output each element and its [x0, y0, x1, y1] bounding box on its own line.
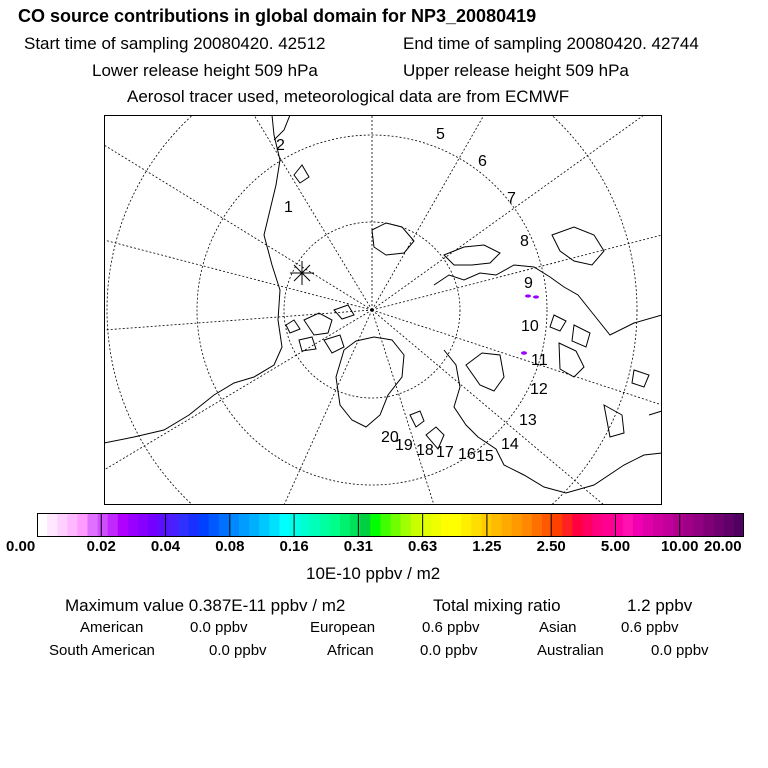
colorbar-swatch	[98, 513, 109, 537]
colorbar-swatch	[694, 513, 705, 537]
concentration-hotspot	[525, 294, 531, 297]
colorbar-swatch	[229, 513, 240, 537]
region-name: American	[80, 619, 144, 636]
colorbar-swatch	[683, 513, 694, 537]
colorbar-swatch	[350, 513, 361, 537]
concentration-hotspot	[533, 295, 539, 298]
region-value: 0.6 ppbv	[621, 619, 679, 636]
colorbar-swatch	[431, 513, 442, 537]
track-label: 12	[530, 381, 548, 398]
concentration-hotspot	[521, 351, 527, 355]
track-label: 11	[531, 352, 548, 369]
colorbar-swatch	[451, 513, 462, 537]
tracer-note: Aerosol tracer used, meteorological data are from ECMWF	[127, 87, 570, 106]
colorbar-tick-label: 0.08	[215, 538, 245, 555]
region-name: African	[327, 642, 374, 659]
colorbar-swatch	[391, 513, 402, 537]
track-label: 6	[478, 153, 487, 170]
colorbar-swatch	[401, 513, 412, 537]
colorbar-swatch	[310, 513, 321, 537]
colorbar-swatch	[108, 513, 119, 537]
track-label: 19	[395, 437, 413, 454]
region-name: Australian	[537, 642, 604, 659]
colorbar-swatch	[37, 513, 48, 537]
colorbar-swatch	[663, 513, 674, 537]
colorbar-swatch	[290, 513, 301, 537]
end-time-label: End time of sampling 20080420. 42744	[403, 34, 699, 53]
track-label: 7	[507, 190, 516, 207]
track-label: 2	[276, 137, 285, 154]
colorbar-swatch	[57, 513, 68, 537]
colorbar-tick-label: 0.04	[150, 538, 181, 555]
colorbar-swatch	[67, 513, 78, 537]
colorbar-swatch	[603, 513, 614, 537]
colorbar-swatch	[189, 513, 200, 537]
track-label: 14	[501, 436, 519, 453]
region-value: 0.0 ppbv	[209, 642, 267, 659]
colorbar-swatch	[582, 513, 593, 537]
max-value-label: Maximum value 0.387E-11 ppbv / m2	[65, 596, 346, 615]
colorbar-unit: 10E-10 ppbv / m2	[306, 564, 441, 583]
colorbar-swatch	[643, 513, 654, 537]
colorbar-swatch	[148, 513, 159, 537]
colorbar-swatch	[562, 513, 573, 537]
colorbar-swatch	[572, 513, 583, 537]
track-label: 18	[416, 442, 434, 459]
colorbar-tick-label: 2.50	[536, 538, 566, 555]
colorbar-swatch	[380, 513, 391, 537]
colorbar-swatch	[219, 513, 230, 537]
colorbar-tick-label: 20.00	[704, 538, 742, 555]
colorbar-swatch	[724, 513, 735, 537]
track-label: 1	[284, 199, 293, 216]
colorbar-swatch	[47, 513, 58, 537]
region-name: South American	[49, 642, 155, 659]
colorbar-swatch	[441, 513, 452, 537]
colorbar-swatch	[158, 513, 169, 537]
track-label: 8	[520, 233, 529, 250]
track-label: 9	[524, 275, 533, 292]
region-value: 0.6 ppbv	[422, 619, 480, 636]
colorbar-swatch	[279, 513, 290, 537]
region-value: 0.0 ppbv	[651, 642, 709, 659]
total-mixing-ratio-value: 1.2 ppbv	[627, 596, 693, 615]
colorbar-tick-label: 5.00	[600, 538, 631, 555]
colorbar-swatch	[88, 513, 99, 537]
colorbar-swatch	[734, 513, 744, 537]
colorbar-swatch	[673, 513, 684, 537]
colorbar-swatch	[532, 513, 543, 537]
colorbar-swatch	[704, 513, 715, 537]
track-label: 16	[458, 446, 476, 463]
colorbar-swatch	[593, 513, 604, 537]
colorbar-swatch	[370, 513, 381, 537]
colorbar-swatch	[552, 513, 563, 537]
colorbar	[37, 513, 744, 537]
colorbar-swatch	[512, 513, 523, 537]
colorbar-swatch	[653, 513, 664, 537]
colorbar-swatch	[471, 513, 482, 537]
colorbar-swatch	[623, 513, 634, 537]
region-value: 0.0 ppbv	[420, 642, 478, 659]
colorbar-tick-label: 0.00	[6, 538, 36, 555]
colorbar-swatch	[300, 513, 311, 537]
colorbar-swatch	[330, 513, 341, 537]
colorbar-swatch	[118, 513, 129, 537]
region-name: Asian	[539, 619, 577, 636]
start-time-label: Start time of sampling 20080420. 42512	[24, 34, 326, 53]
colorbar-tick-label: 1.25	[472, 538, 502, 555]
colorbar-swatch	[320, 513, 331, 537]
colorbar-swatch	[128, 513, 139, 537]
plot-title: CO source contributions in global domain for NP3_20080419	[18, 6, 537, 26]
track-label: 20	[381, 429, 399, 446]
colorbar-swatch	[77, 513, 88, 537]
track-label: 10	[521, 318, 539, 335]
colorbar-swatch	[411, 513, 422, 537]
colorbar-swatch	[168, 513, 179, 537]
colorbar-swatch	[492, 513, 503, 537]
track-label: 15	[476, 448, 494, 465]
track-label: 13	[519, 412, 537, 429]
track-label: 5	[436, 126, 445, 143]
colorbar-tick-label: 0.31	[343, 538, 373, 555]
colorbar-swatch	[269, 513, 280, 537]
colorbar-swatch	[340, 513, 351, 537]
region-name: European	[310, 619, 376, 636]
colorbar-swatch	[633, 513, 644, 537]
polar-map	[104, 115, 662, 505]
colorbar-swatch	[461, 513, 472, 537]
colorbar-swatch	[199, 513, 210, 537]
upper-release-height: Upper release height 509 hPa	[403, 61, 629, 80]
colorbar-swatch	[502, 513, 513, 537]
colorbar-tick-label: 10.00	[660, 538, 699, 555]
region-value: 0.0 ppbv	[190, 619, 248, 636]
colorbar-swatch	[360, 513, 371, 537]
colorbar-swatch	[259, 513, 270, 537]
colorbar-swatch	[138, 513, 149, 537]
colorbar-swatch	[209, 513, 220, 537]
colorbar-tick-label: 0.02	[86, 538, 116, 555]
map-frame	[105, 116, 662, 505]
track-label: 17	[436, 444, 454, 461]
colorbar-swatch	[714, 513, 725, 537]
colorbar-swatch	[249, 513, 260, 537]
colorbar-tick-label: 0.63	[408, 538, 438, 555]
colorbar-tick-label: 0.16	[279, 538, 309, 555]
colorbar-swatch	[178, 513, 189, 537]
colorbar-swatch	[239, 513, 250, 537]
total-mixing-ratio-label: Total mixing ratio	[433, 596, 561, 615]
colorbar-swatch	[522, 513, 533, 537]
colorbar-swatch	[613, 513, 624, 537]
lower-release-height: Lower release height 509 hPa	[92, 61, 318, 80]
